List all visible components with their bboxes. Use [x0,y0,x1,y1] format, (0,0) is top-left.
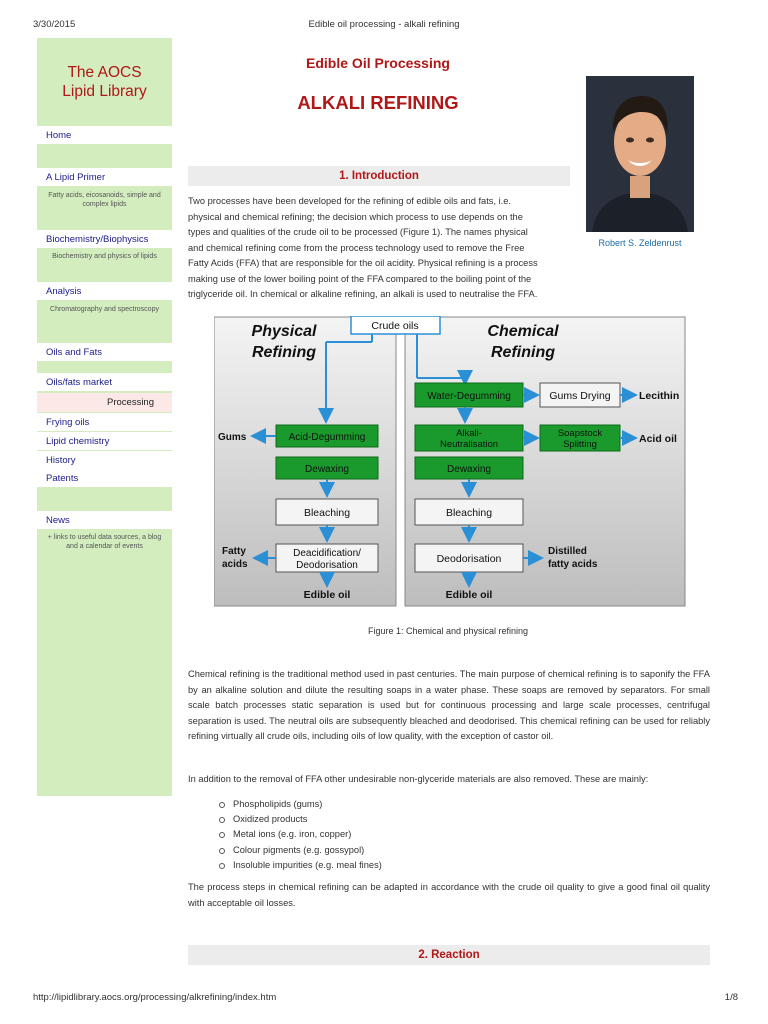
author-name[interactable]: Robert S. Zeldenrust [598,238,682,248]
deacidification-label-2: Deodorisation [296,560,358,571]
crude-oils-label: Crude oils [371,320,419,332]
dewaxing-left-label: Dewaxing [305,464,349,475]
sidebar-desc-news: + links to useful data sources, a blog and a calendar of events [47,534,162,550]
author-photo [586,76,694,232]
list-item: Oxidized products [218,812,678,827]
page-kicker: Edible Oil Processing [306,55,450,71]
intro-line: Fatty Acids (FFA) that are responsible for the oil acidity. Physical refining is a process [188,258,538,268]
intro-line: Two processes have been developed for the refining of edible oils and fats, i.e. [188,196,512,206]
physical-title-2: Refining [252,344,316,361]
alkali-neutralisation-label-2: Neutralisation [439,439,499,450]
paragraph-process-steps: The process steps in chemical refining can be adapted in accordance with the crude oil quality to give a good final oil quality with acceptable oil losses. [188,882,710,908]
water-degumming-label: Water-Degumming [427,391,511,402]
page-number: 1/8 [724,992,738,1003]
sidebar-item-lipid-primer[interactable]: A Lipid Primer [37,168,172,186]
sidebar-item-patents[interactable]: Patents [37,469,172,487]
dewaxing-right-label: Dewaxing [447,464,491,475]
print-date: 3/30/2015 [33,19,76,30]
sidebar-item-analysis[interactable]: Analysis [37,282,172,300]
sidebar-item-biochemistry[interactable]: Biochemistry/Biophysics [37,230,172,248]
bleaching-left-label: Bleaching [303,507,351,519]
sidebar-item-home[interactable]: Home [37,126,172,144]
sidebar-item-news[interactable]: News [37,511,172,529]
sidebar-desc-biochem: Biochemistry and physics of lipids [52,253,157,260]
list-item: Phospholipids (gums) [218,797,678,812]
physical-title-1: Physical [251,323,317,340]
paragraph-chemical-refining: Chemical refining is the traditional method used in past centuries. The main purpose of chemical refining is to saponify the FFA by an alkaline solution and dilute the resulting soaps in a water phase. These soaps are removed by separators. For small scale batch processes static separation is used but for continuous processing and large scale processes, centrifugal separation is used. The neutral oils are subsequently bleached and deodorised. This chemical refining can be used for reliably refining virtually all crude oils, including oils of low quality, with the exception of castor oil. [188,669,710,741]
intro-line: and chemical refining come from the process technology used to remove the Free [188,242,525,253]
brand-line-2: Lipid Library [62,83,147,100]
list-item: Insoluble impurities (e.g. meal fines) [218,858,678,873]
distilled-fatty-acids-label-1: Distilled [548,546,587,557]
section-heading-introduction: 1. Introduction [188,166,570,186]
fatty-acids-label-2: acids [222,559,248,570]
sidebar-item-oils-market[interactable]: Oils/fats market [37,373,172,391]
intro-line: physical and chemical refining; the decision which process to use depends on the [188,211,523,222]
page-title: ALKALI REFINING [297,92,459,113]
sidebar-desc-analysis: Chromatography and spectroscopy [50,306,159,313]
refining-flow-diagram [214,316,686,607]
list-item: Metal ions (e.g. iron, copper) [218,827,678,842]
gums-label: Gums [218,432,247,443]
sidebar [37,38,172,796]
intro-line: types and qualities of the crude oil to be processed (Figure 1). The names physical [188,227,528,237]
print-url: http://lipidlibrary.aocs.org/processing/alkrefining/index.htm [33,992,277,1003]
section-heading-reaction: 2. Reaction [188,945,710,965]
acid-degumming-label: Acid-Degumming [288,432,366,443]
acid-oil-label: Acid oil [639,433,677,445]
figure-caption: Figure 1: Chemical and physical refining [367,626,529,636]
chemical-title-2: Refining [491,344,555,361]
distilled-fatty-acids-label-2: fatty acids [548,559,598,570]
print-header [0,0,768,30]
deodorisation-label: Deodorisation [436,553,502,565]
alkali-neutralisation-label-1: Alkali- [456,428,482,439]
deacidification-label-1: Deacidification/ [293,548,361,559]
sidebar-item-lipid-chemistry[interactable]: Lipid chemistry [37,432,172,450]
edible-oil-right-label: Edible oil [445,589,493,601]
site-brand[interactable] [37,38,172,126]
print-title: Edible oil processing - alkali refining [308,19,460,30]
soapstock-splitting-label-1: Soapstock [557,428,603,439]
gums-drying-label: Gums Drying [549,390,611,402]
chemical-title-1: Chemical [487,323,559,340]
soapstock-splitting-label-2: Splitting [563,439,597,450]
bleaching-right-label: Bleaching [445,507,493,519]
lecithin-label: Lecithin [639,390,680,402]
sidebar-item-frying-oils[interactable]: Frying oils [37,413,172,431]
brand-line-1: The AOCS [67,64,142,81]
fatty-acids-label-1: Fatty [222,546,246,557]
sidebar-item-history[interactable]: History [37,451,172,469]
paragraph-removal: In addition to the removal of FFA other undesirable non-glyceride materials are also removed. These are mainly: [188,774,649,784]
sidebar-item-processing[interactable]: Processing [37,393,172,412]
sidebar-desc-primer: Fatty acids, eicosanoids, simple and complex lipids [48,192,161,208]
sidebar-item-oils-fats[interactable]: Oils and Fats [37,343,172,361]
intro-line: triglyceride oil. In chemical or alkaline refining, an alkali is used to neutralise the FFA. [188,289,538,299]
edible-oil-left-label: Edible oil [303,589,351,601]
intro-paragraph [188,194,570,303]
impurities-list [218,797,678,873]
list-item: Colour pigments (e.g. gossypol) [218,843,678,858]
intro-line: making use of the lower boiling point of the FFA compared to the boiling point of the [188,273,532,284]
